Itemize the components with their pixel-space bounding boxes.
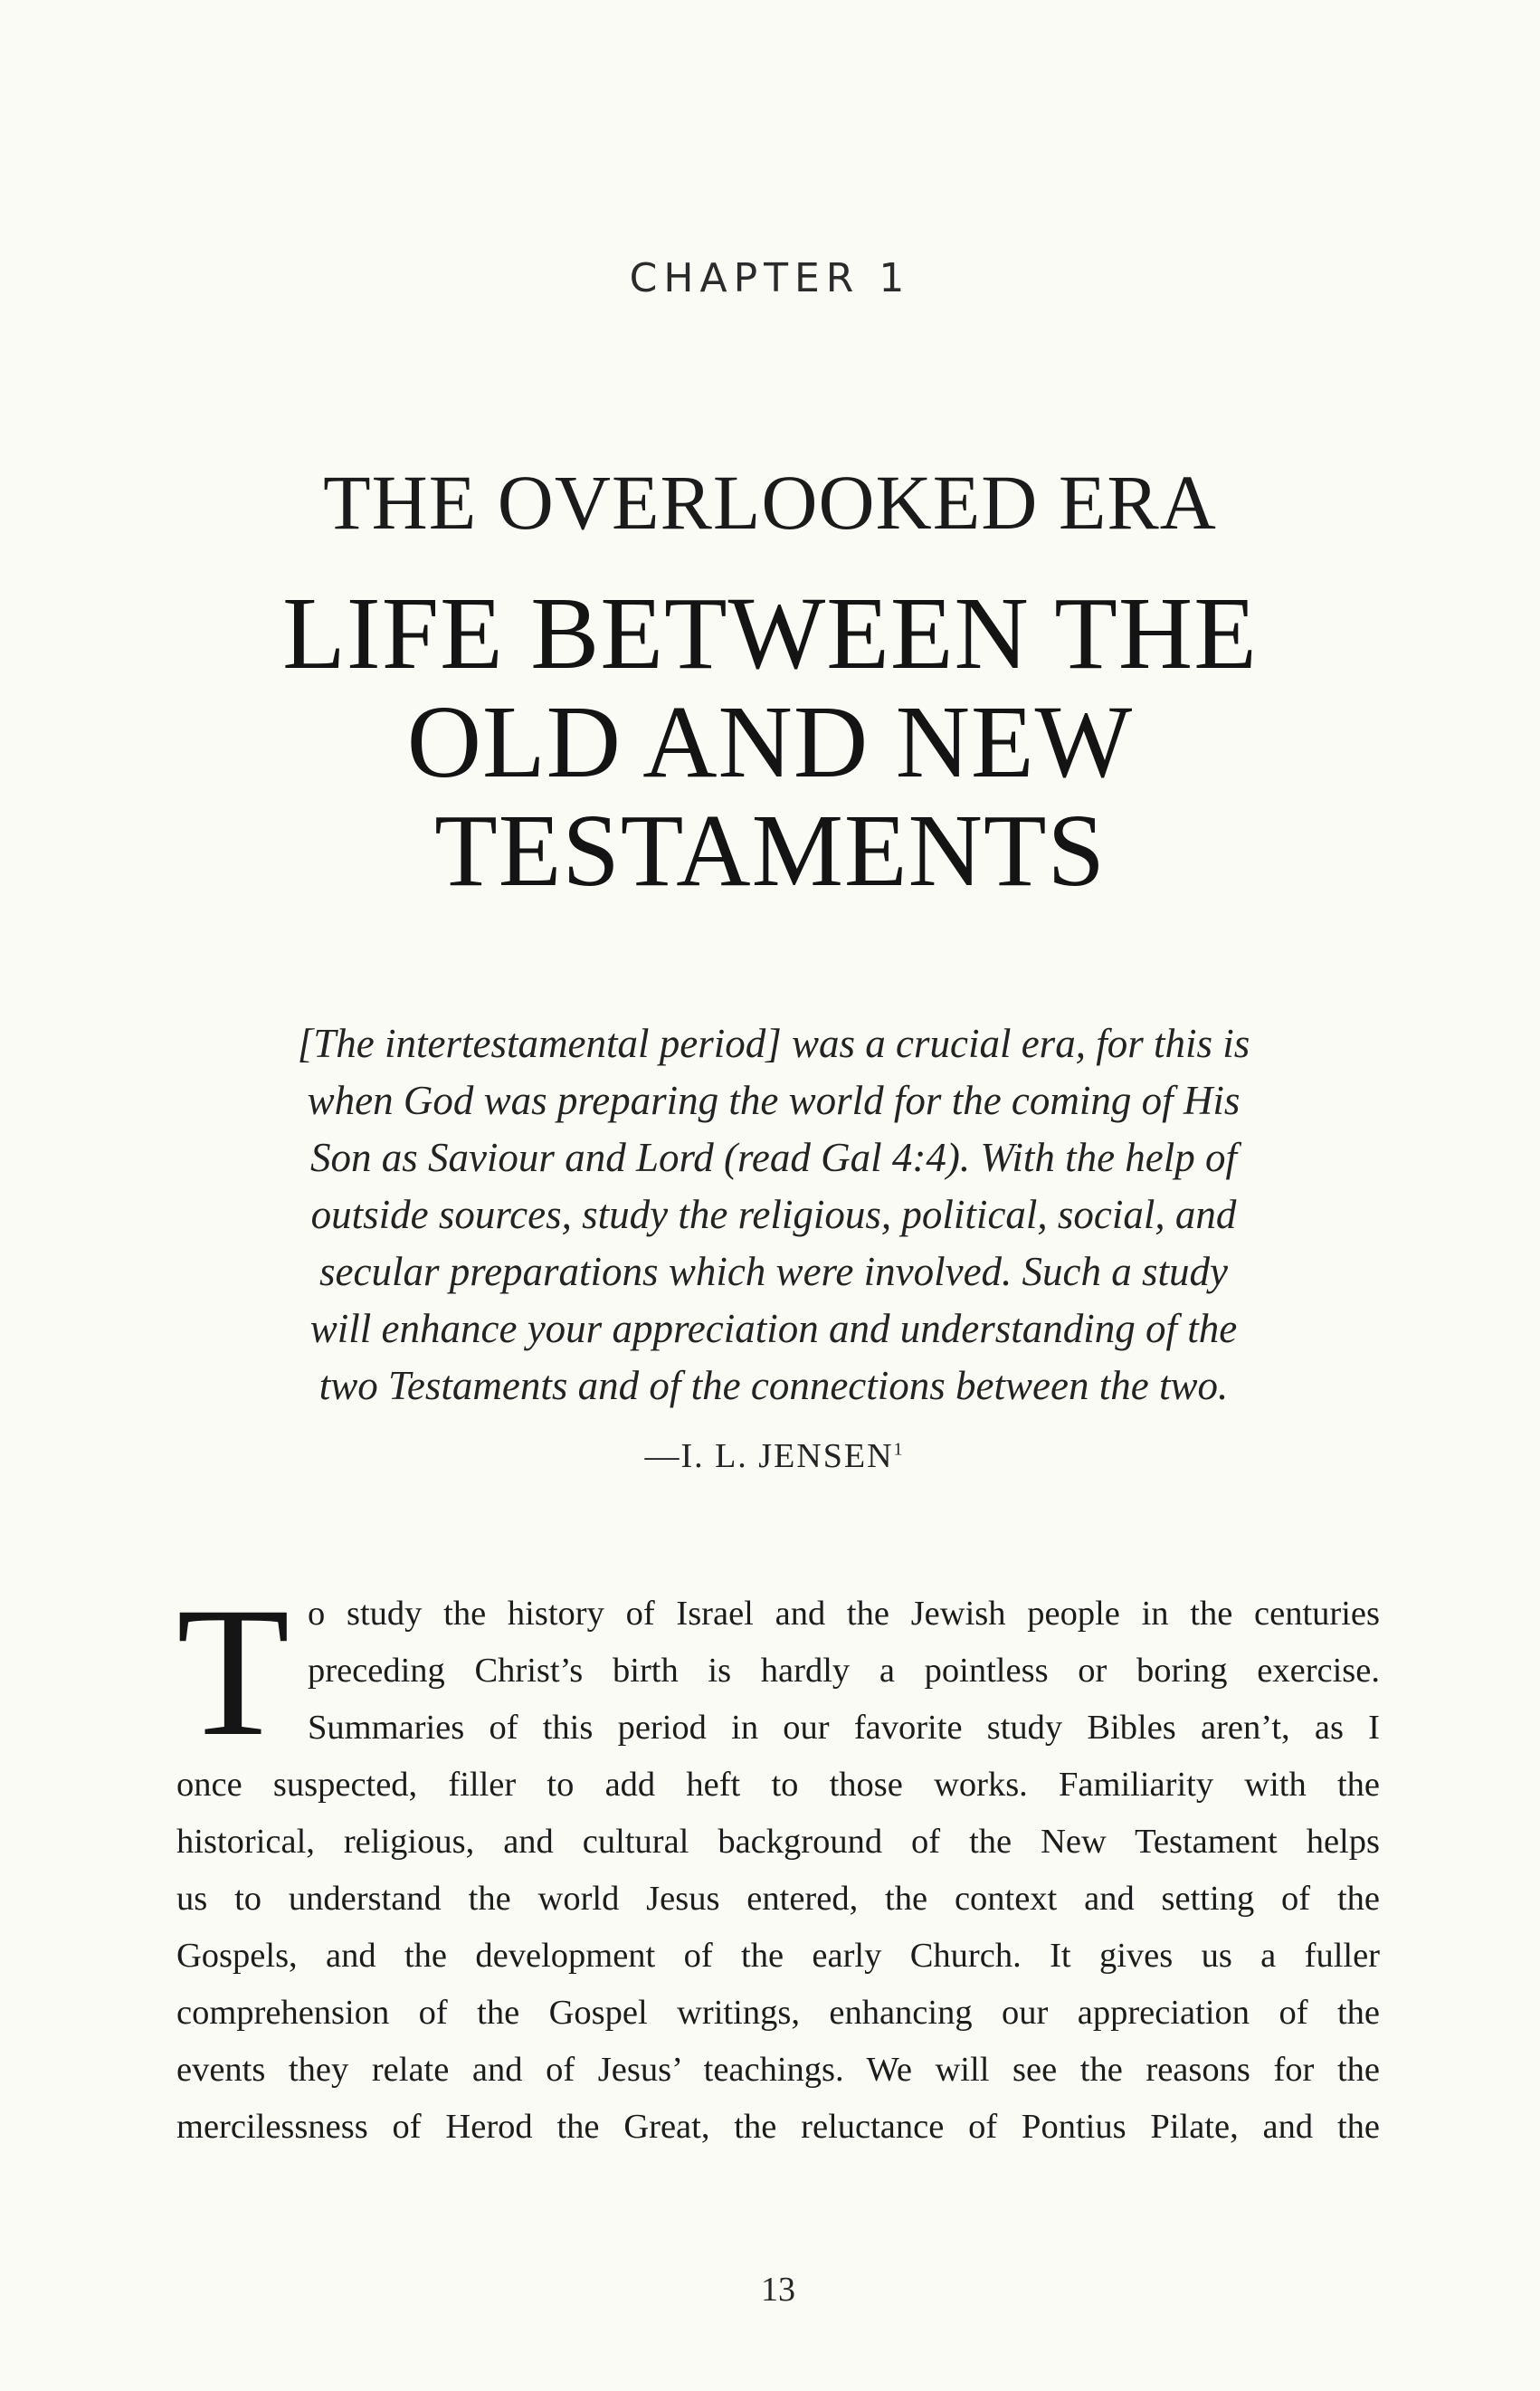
epigraph-line: [The intertestamental period] was a crucial era, for this is (297, 1021, 1250, 1066)
page-number: 13 (761, 2271, 795, 2309)
epigraph-line: secular preparations which were involved. Such a study (319, 1249, 1228, 1294)
epigraph-line: when God was preparing the world for the coming of His (307, 1078, 1241, 1123)
body-line: preceding Christ’s birth is hardly a pointless or boring exercise. (308, 1652, 1380, 1690)
chapter-title-line: LIFE BETWEEN THE (282, 576, 1258, 691)
body-line: events they relate and of Jesus’ teachings. We will see the reasons for the (176, 2051, 1380, 2089)
chapter-title-line: TESTAMENTS (434, 793, 1106, 908)
body-line: Summaries of this period in our favorite study Bibles aren’t, as I (308, 1709, 1380, 1747)
body-line: Gospels, and the development of the early Church. It gives us a fuller (176, 1937, 1380, 1975)
body-line: mercilessness of Herod the Great, the reluctance of Pontius Pilate, and the (176, 2108, 1380, 2146)
body-line: once suspected, filler to add heft to those works. Familiarity with the (176, 1766, 1380, 1804)
chapter-title-overline: THE OVERLOOKED ERA (323, 459, 1217, 546)
body-line: historical, religious, and cultural background of the New Testament helps (176, 1823, 1380, 1861)
attribution-text: —I. L. JENSEN (644, 1437, 894, 1475)
drop-cap: T (176, 1569, 290, 1775)
chapter-title-line: OLD AND NEW (406, 684, 1134, 799)
footnote-marker: 1 (893, 1439, 903, 1460)
epigraph-line: Son as Saviour and Lord (read Gal 4:4). With the help of (309, 1135, 1238, 1180)
epigraph-attribution (0, 1436, 1540, 1476)
body-line: o study the history of Israel and the Jewish people in the centuries (308, 1595, 1380, 1633)
epigraph-line: will enhance your appreciation and understanding of the (309, 1306, 1238, 1351)
epigraph-line: outside sources, study the religious, political, social, and (310, 1192, 1237, 1237)
epigraph-line: two Testaments and of the connections between the two. (318, 1363, 1229, 1408)
body-line: us to understand the world Jesus entered, the context and setting of the (176, 1880, 1380, 1918)
epigraph (262, 1015, 1285, 1415)
body-paragraph (176, 1569, 1380, 2156)
chapter-title (0, 576, 1540, 908)
chapter-label: CHAPTER 1 (629, 255, 911, 301)
body-line: comprehension of the Gospel writings, enhancing our appreciation of the (176, 1994, 1380, 2032)
